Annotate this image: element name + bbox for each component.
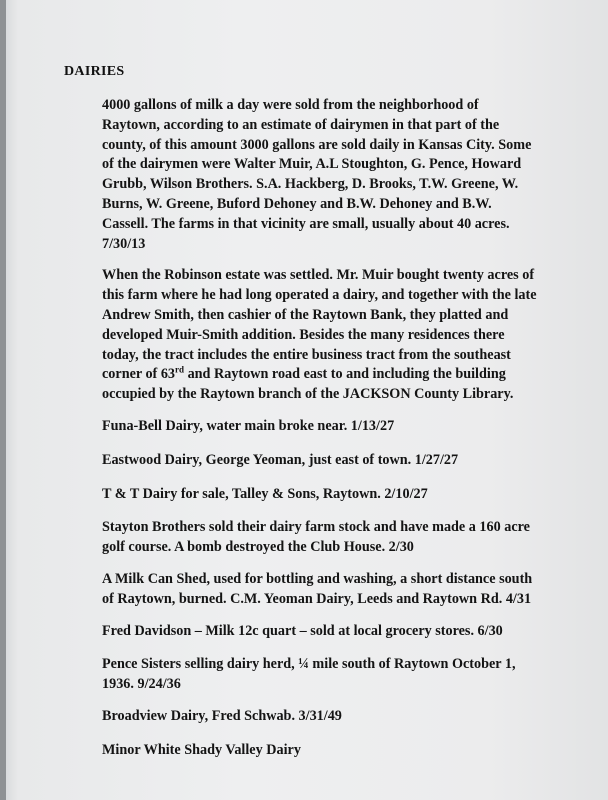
ordinal-suffix: rd [175,364,185,375]
entry-milk-gallons: 4000 gallons of milk a day were sold from the neighborhood of Raytown, according to an estimate of dairymen in that part of the county, of this amount 3000 gallons are sold daily in Kansas City. Some of the dairymen were Walter Muir, A.L Stoughton, G. Pence, Howard Grubb, Wilson Brothers. S.A. Hackberg, D. Brooks, T.W. Greene, W. Burns, W. Greene, Buford Dehoney and B.W. Dehoney and B.W. Cassell. The farms in that vicinity are small, usually about 40 acres. 7/30/13 [102,97,532,252]
entry-pence-sisters: Pence Sisters selling dairy herd, ¼ mile south of Raytown October 1, 1936. 9/24/36 [102,656,516,693]
entry-t-and-t: T & T Dairy for sale, Talley & Sons, Raytown. 2/10/27 [102,485,428,502]
entry-eastwood: Eastwood Dairy, George Yeoman, just east of town. 1/27/27 [102,451,459,468]
robinson-text-tail: and Raytown road east to and including the building occupied by the Raytown branch of the JACKSON County Library. [102,366,514,403]
entry-stayton-brothers: Stayton Brothers sold their dairy farm stock and have made a 160 acre golf course. A bomb destroyed the Club House. 2/30 [102,519,530,556]
page-edge-shadow [0,0,6,800]
entry-robinson-estate [102,266,538,405]
street-number: 63 [160,366,176,383]
entry-broadview: Broadview Dairy, Fred Schwab. 3/31/49 [102,707,342,724]
entry-funa-bell: Funa-Bell Dairy, water main broke near. 1/13/27 [102,417,395,434]
entry-minor-white: Minor White Shady Valley Dairy [102,741,301,758]
robinson-text: When the Robinson estate was settled. Mr. Muir bought twenty acres of this farm where he had long operated a dairy, and together with the late Andrew Smith, then cashier of the Raytown Bank, they platted and developed Muir-Smith addition. Besides the many residences there today, the tract includes the entire business tract from the southeast corner of [102,267,537,383]
entry-fred-davidson: Fred Davidson – Milk 12c quart – sold at local grocery stores. 6/30 [102,622,503,639]
entry-milk-can-shed: A Milk Can Shed, used for bottling and washing, a short distance south of Raytown, burned. C.M. Yeoman Dairy, Leeds and Raytown Rd. 4/31 [102,570,533,607]
section-heading: DAIRIES [64,64,125,79]
entries-list [102,96,538,775]
